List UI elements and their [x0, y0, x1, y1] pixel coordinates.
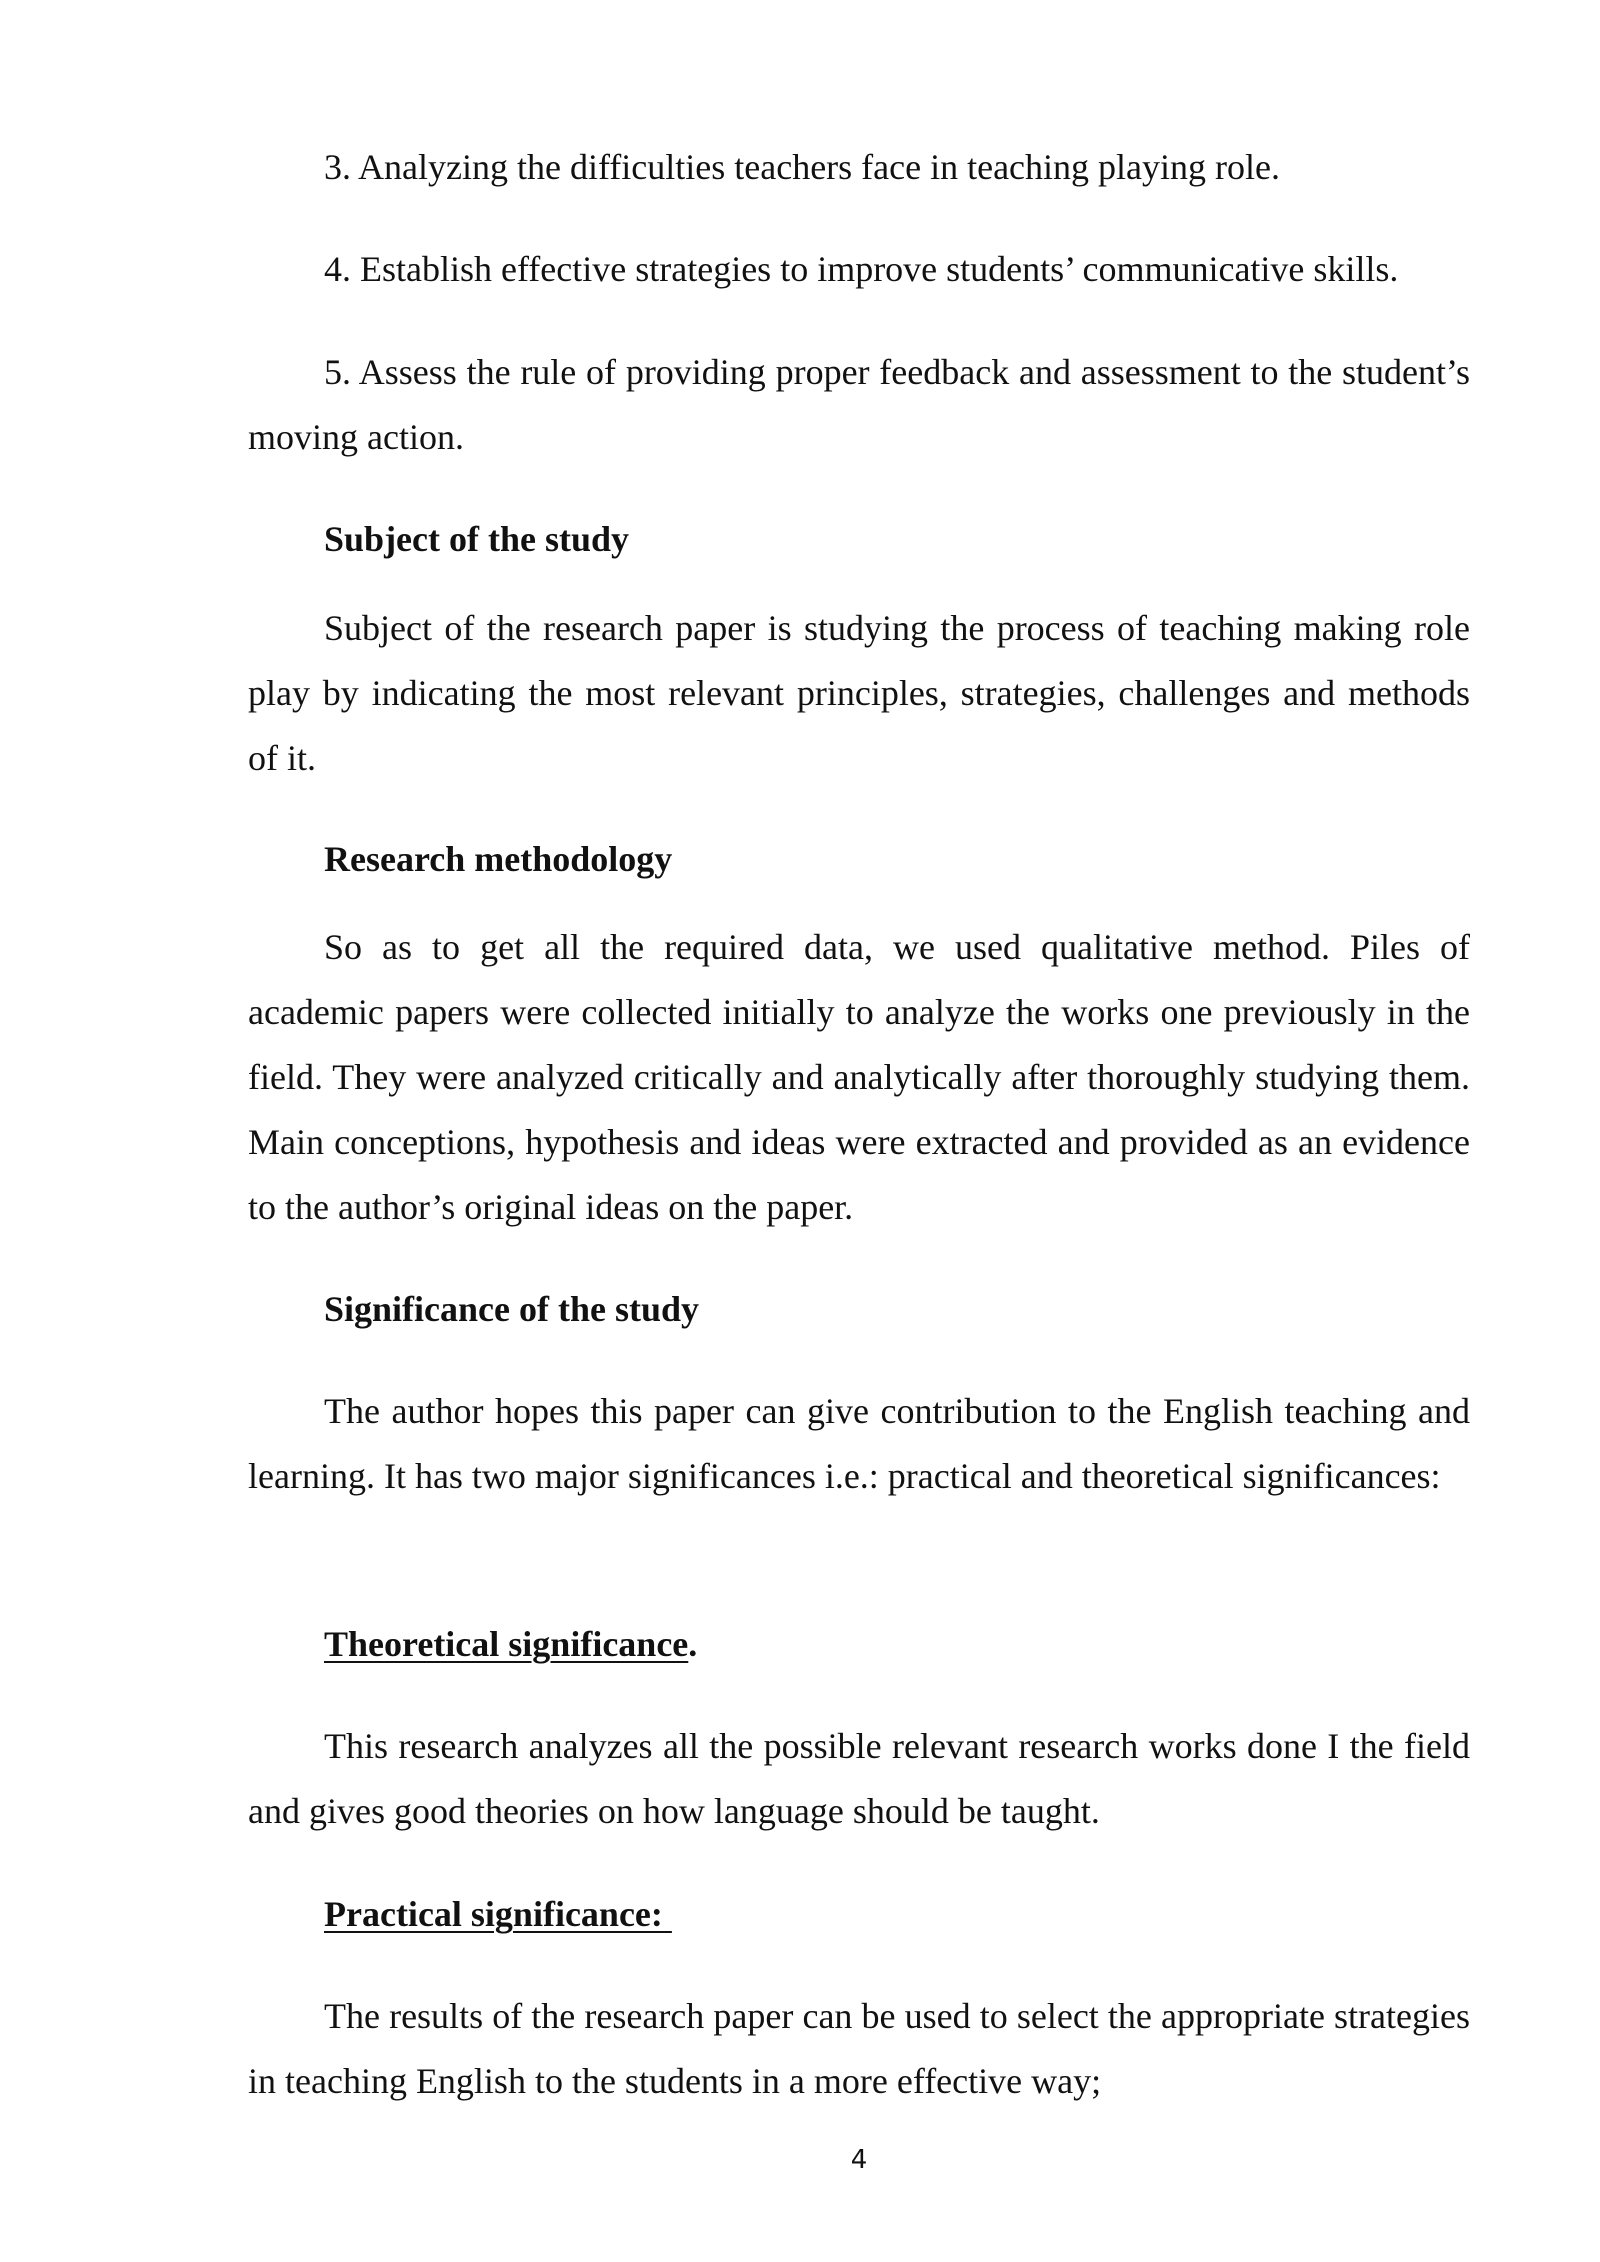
methodology-paragraph: So as to get all the required data, we used qualitative method. Piles of academic papers were collected initially to analyze the works one previously in the field. They were analyzed critically and analytically after thoroughly studying them. Main conceptions, hypothesis and ideas were extracted and provided as an evidence to the author’s original ideas on the paper.	[248, 927, 1470, 1227]
document-page	[248, 0, 1470, 2262]
theoretical-heading	[324, 1612, 697, 1677]
theoretical-heading-period: .	[688, 1624, 698, 1664]
objective-item-3: 3. Analyzing the difficulties teachers face in teaching playing role.	[324, 147, 1280, 187]
practical-heading	[324, 1882, 672, 1947]
objective-item-4: 4. Establish effective strategies to improve students’ communicative skills.	[324, 249, 1399, 289]
practical-heading-text: Practical significance:	[324, 1894, 672, 1934]
subject-paragraph: Subject of the research paper is studying the process of teaching making role play by indicating the most relevant principles, strategies, challenges and methods of it.	[248, 608, 1470, 778]
significance-heading: Significance of the study	[324, 1289, 700, 1329]
methodology-heading: Research methodology	[324, 839, 673, 879]
practical-paragraph: The results of the research paper can be used to select the appropriate strategies in teaching English to the students in a more effective way;	[248, 1996, 1470, 2101]
objective-item-5: 5. Assess the rule of providing proper feedback and assessment to the student’s moving action.	[248, 352, 1470, 457]
significance-paragraph: The author hopes this paper can give contribution to the English teaching and learning. It has two major significances i.e.: practical and theoretical significances:	[248, 1391, 1470, 1496]
page-number: 4	[850, 2145, 868, 2175]
subject-heading: Subject of the study	[324, 519, 630, 559]
theoretical-paragraph: This research analyzes all the possible relevant research works done I the field and gives good theories on how language should be taught.	[248, 1726, 1470, 1831]
theoretical-heading-text: Theoretical significance	[324, 1624, 689, 1664]
